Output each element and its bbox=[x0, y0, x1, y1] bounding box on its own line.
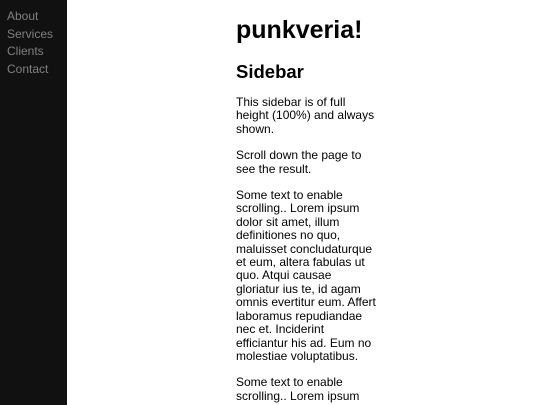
section-heading: Sidebar bbox=[236, 61, 304, 82]
paragraph-scroll-hint: Scroll down the page to see the result. bbox=[236, 148, 362, 176]
sidebar-item-contact[interactable]: Contact bbox=[7, 61, 49, 76]
sidebar bbox=[0, 0, 67, 405]
paragraph-intro: This sidebar is of full height (100%) and always shown. bbox=[236, 95, 375, 136]
main-content bbox=[236, 0, 376, 403]
paragraph-lorem: Some text to enable scrolling.. Lorem ipsum dolor sit amet, illum definitiones no quo, maluisset concludaturque et eum, altera fabulas ut quo. Atqui causae gloriatur ius te, id agam omnis evertitur eum. Affert laboramus repudiandae nec et. Inciderint efficiantur his ad. Eum no molestiae voluptatibus. bbox=[236, 188, 376, 363]
sidebar-item-services[interactable]: Services bbox=[7, 26, 54, 41]
paragraph-lorem-cut: Some text to enable scrolling.. Lorem ipsum bbox=[236, 375, 360, 403]
page-title: punkveria! bbox=[236, 16, 363, 44]
sidebar-item-clients[interactable]: Clients bbox=[7, 44, 44, 58]
sidebar-item-about[interactable]: About bbox=[7, 9, 39, 23]
